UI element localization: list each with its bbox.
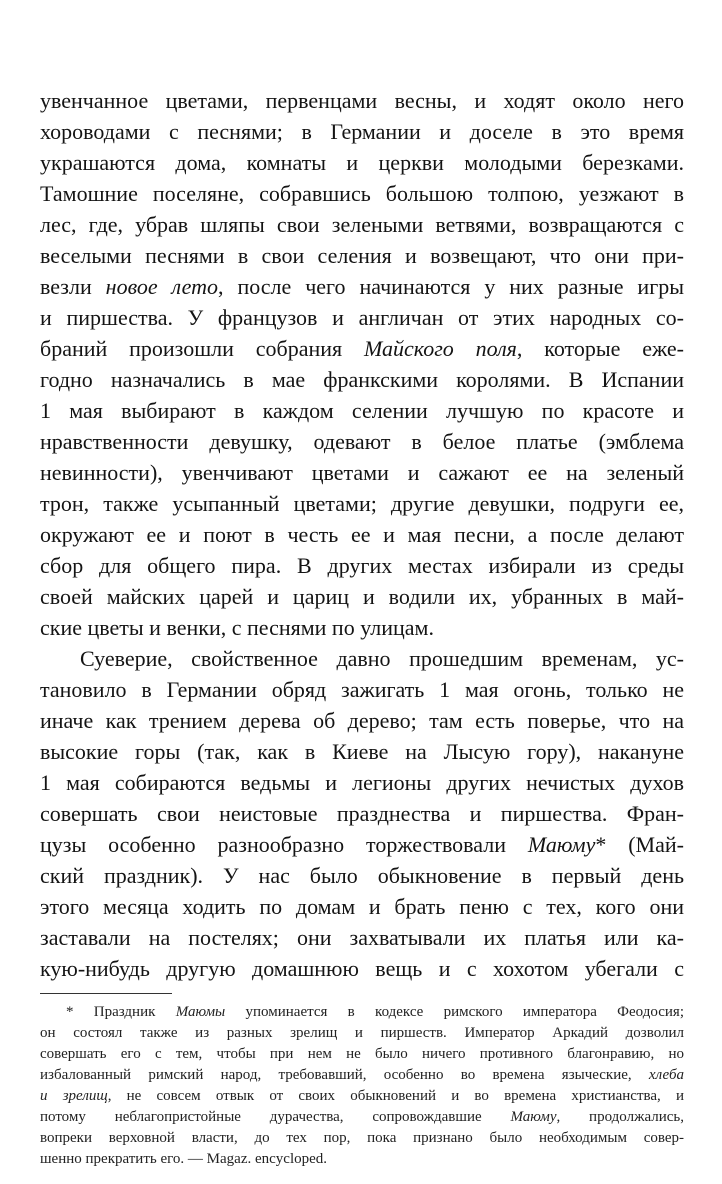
- body-line: иначе как трением дерева об дерево; там есть поверье, что на: [40, 708, 684, 733]
- body-line: ские цветы и венки, с песнями по улицам.: [40, 615, 434, 640]
- footnote-line: * Праздник Маюмы упоминается в кодексе римского императора Феодосия;: [66, 1004, 684, 1020]
- footnote-line: избалованный римский народ, требовавший, особенно во времена языческие, хлеба: [40, 1067, 684, 1083]
- italic-phrase: Маюму: [510, 1109, 557, 1125]
- body-line: кую-нибудь другую домашнюю вещь и с хохотом убегали с: [40, 956, 684, 981]
- body-line: совершать свои неистовые празднества и пиршества. Фран-: [40, 801, 684, 826]
- body-line: высокие горы (так, как в Киеве на Лысую гору), накануне: [40, 739, 684, 764]
- body-line: увенчанное цветами, первенцами весны, и ходят около него: [40, 88, 684, 113]
- body-line: этого месяца ходить по домам и брать пеню с тех, кого они: [40, 894, 684, 919]
- body-line: хороводами с песнями; в Германии и доселе в это время: [40, 119, 684, 144]
- footnote-line: вопреки верховной власти, до тех пор, пока признано было необходимым совер-: [40, 1130, 684, 1146]
- body-line: заставали на постелях; они захватывали их платья или ка-: [40, 925, 684, 950]
- body-line: окружают ее и поют в честь ее и мая песни, а после делают: [40, 522, 684, 547]
- body-line: годно назначались в мае франкскими королями. В Испании: [40, 367, 684, 392]
- italic-phrase: Маюмы: [175, 1004, 226, 1020]
- italic-phrase: и зрелищ: [40, 1088, 108, 1104]
- paragraph-first-line: Суеверие, свойственное давно прошедшим временам, ус-: [80, 646, 684, 671]
- body-line: своей майских царей и цариц и водили их, убранных в май-: [40, 584, 684, 609]
- body-line: лес, где, убрав шляпы свои зелеными ветвями, возвращаются с: [40, 212, 684, 237]
- footnote-line: он состоял также из разных зрелищ и пиршеств. Император Аркадий дозволил: [40, 1025, 684, 1041]
- body-line: 1 мая собираются ведьмы и легионы других нечистых духов: [40, 770, 684, 795]
- body-line: невинности), увенчивают цветами и сажают ее на зеленый: [40, 460, 684, 485]
- body-line: Тамошние поселяне, собравшись большою толпою, уезжают в: [40, 181, 684, 206]
- body-line: веселыми песнями в свои селения и возвещают, что они при-: [40, 243, 684, 268]
- body-line: тановило в Германии обряд зажигать 1 мая огонь, только не: [40, 677, 684, 702]
- body-line: нравственности девушку, одевают в белое платье (эмблема: [40, 429, 684, 454]
- italic-phrase: Майского поля: [363, 336, 517, 361]
- footnote-rule: [40, 993, 172, 994]
- footnote-line: совершать его с тем, чтобы при нем не было ничего противного благонравию, но: [40, 1046, 684, 1062]
- footnote-line: и зрелищ, не совсем отвык от своих обыкновений и во времена христианства, и: [40, 1088, 685, 1104]
- body-line: трон, также усыпанный цветами; другие девушки, подруги ее,: [40, 491, 684, 516]
- body-line: везли новое лето, после чего начинаются у них разные игры: [40, 274, 685, 299]
- italic-phrase: хлеба: [648, 1067, 684, 1083]
- body-line: сбор для общего пира. В других местах избирали из среды: [40, 553, 684, 578]
- body-line: ский праздник). У нас было обыкновение в первый день: [40, 863, 684, 888]
- italic-phrase: Маюму: [527, 832, 596, 857]
- footnote-line: потому неблагопристойные дурачества, сопровождавшие Маюму, продолжались,: [40, 1109, 684, 1125]
- footnote-line: шенно прекратить его. — Magaz. encycloped.: [40, 1151, 328, 1167]
- body-line: украшаются дома, комнаты и церкви молодыми березками.: [40, 150, 684, 175]
- body-line: цузы особенно разнообразно торжествовали Маюму* (Май-: [40, 832, 684, 857]
- italic-phrase: новое лето: [105, 274, 219, 299]
- body-line: 1 мая выбирают в каждом селении лучшую по красоте и: [40, 398, 684, 423]
- body-line: браний произошли собрания Майского поля, которые еже-: [40, 336, 685, 361]
- body-line: и пиршества. У французов и англичан от этих народных со-: [40, 305, 684, 330]
